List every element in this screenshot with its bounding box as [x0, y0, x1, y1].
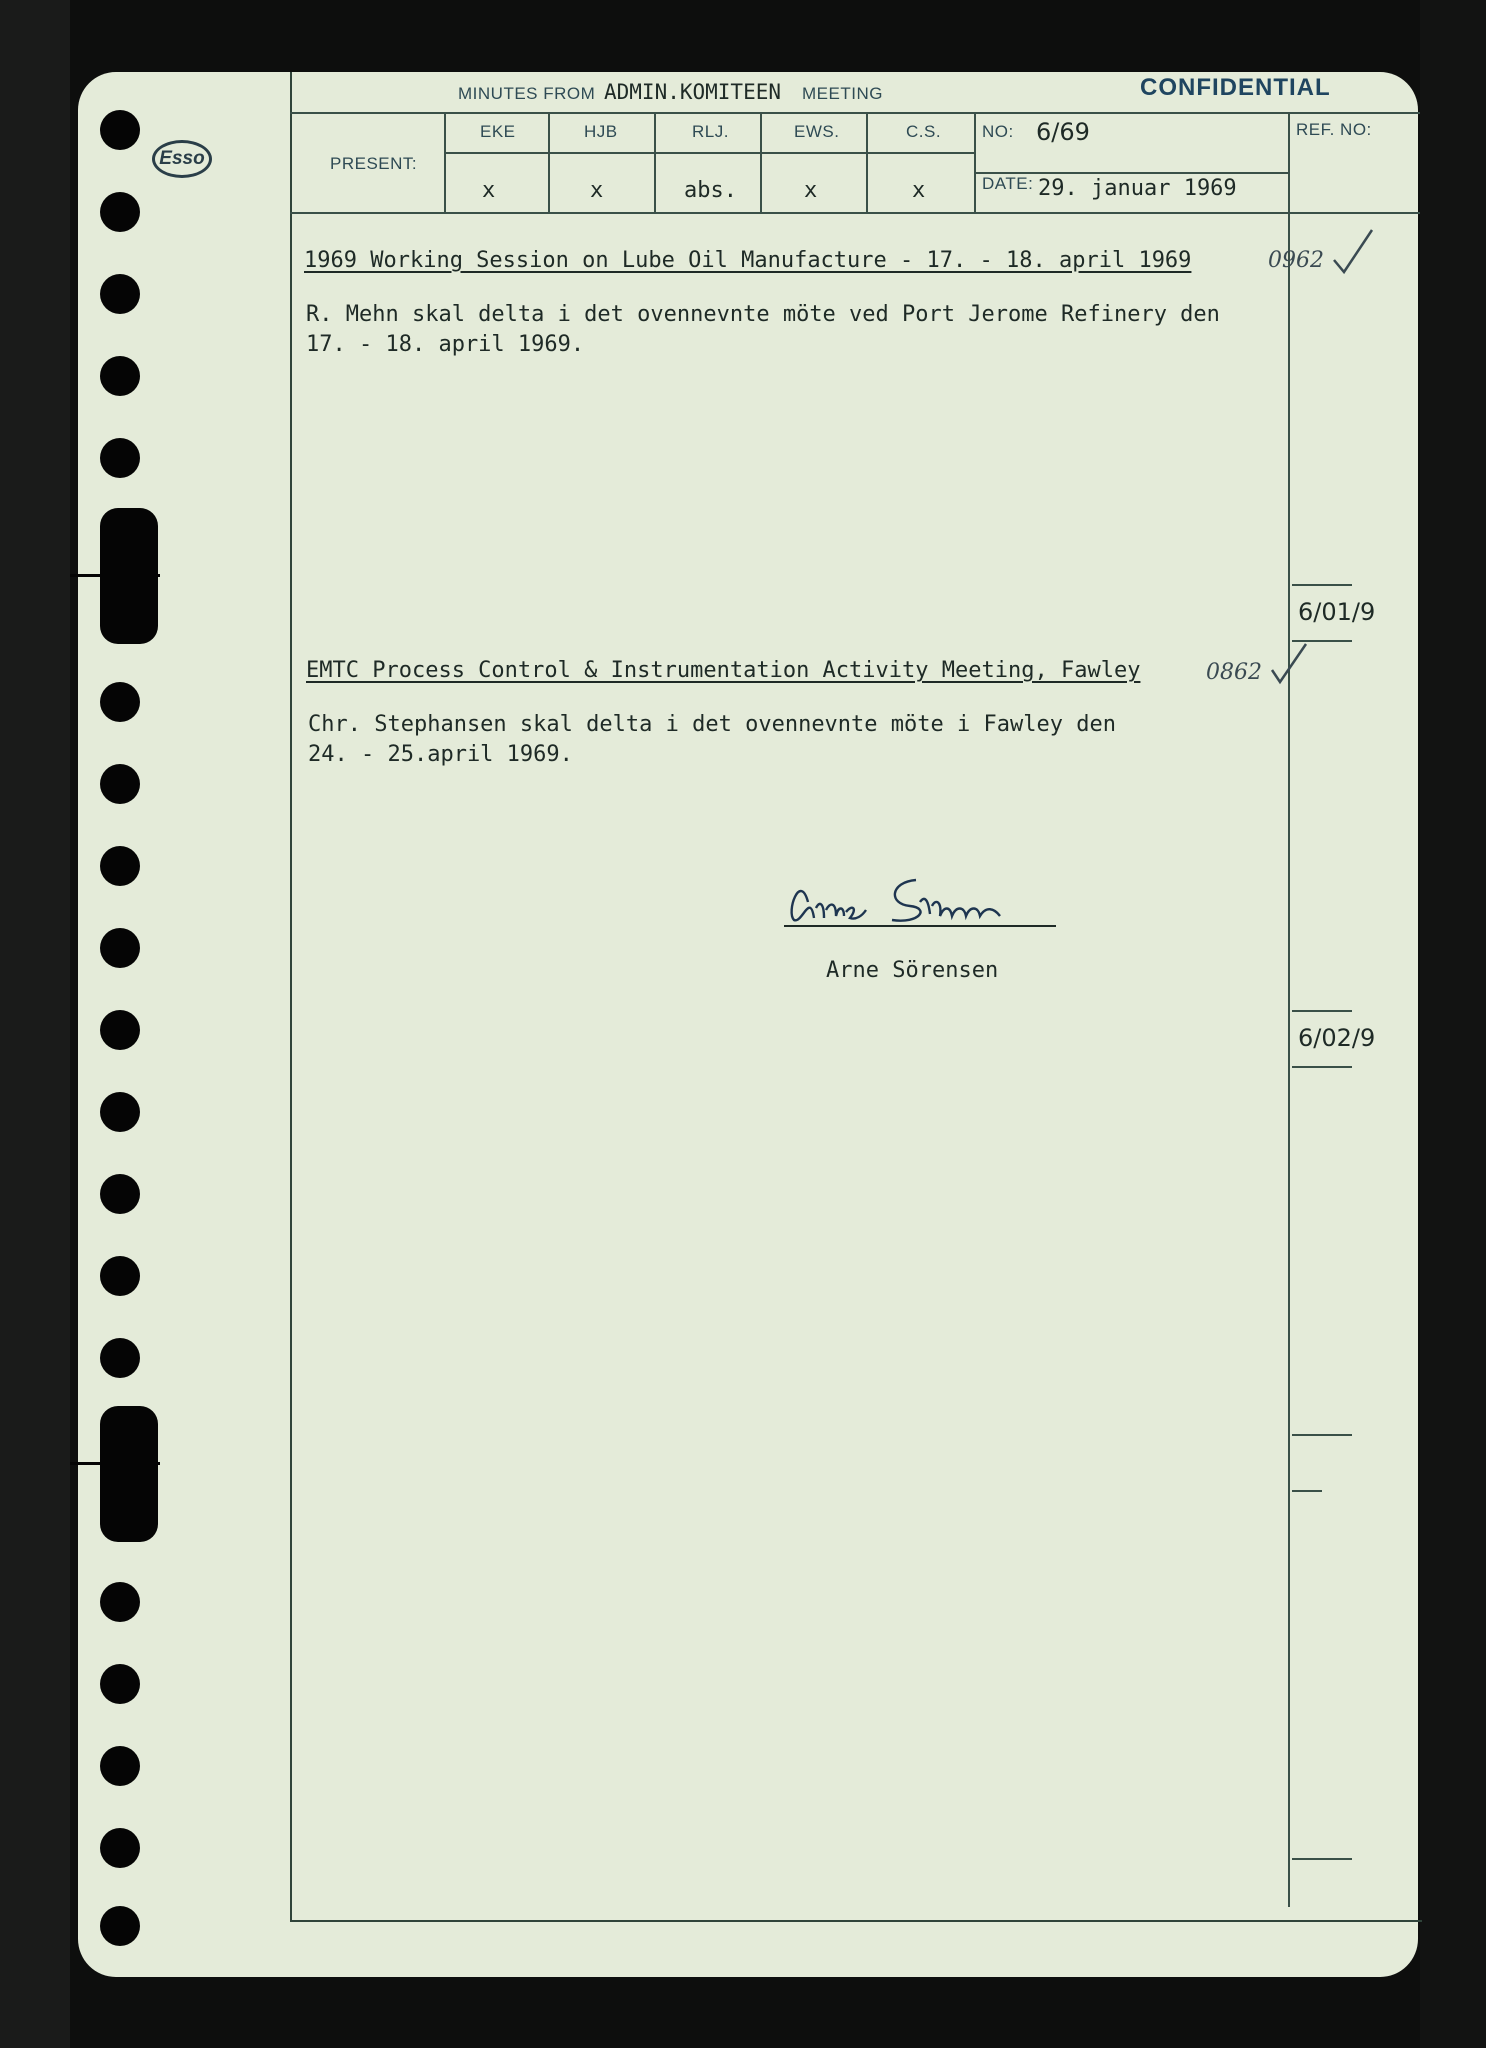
member-code-rlj: RLJ.	[692, 122, 729, 141]
punch-hole	[100, 1664, 140, 1704]
punch-hole	[100, 274, 140, 314]
header-divider	[444, 112, 446, 212]
punch-hole	[100, 846, 140, 886]
ref-rule	[1292, 1010, 1352, 1012]
item-1-line-2: 17. - 18. april 1969.	[306, 332, 585, 357]
minutes-from-label: MINUTES FROM	[458, 84, 596, 103]
punch-hole	[100, 1256, 140, 1296]
punch-hole	[100, 764, 140, 804]
binder-strip	[0, 0, 70, 2048]
item-1-title: 1969 Working Session on Lube Oil Manufacture - 17. - 18. april 1969	[304, 248, 1192, 273]
punch-hole	[100, 110, 140, 150]
esso-logo: Esso	[152, 140, 212, 178]
member-code-cs: C.S.	[906, 122, 942, 141]
header-divider	[760, 112, 762, 212]
date-label: DATE:	[982, 174, 1034, 193]
committee-name: ADMIN.KOMITEEN	[604, 80, 782, 104]
punch-hole	[100, 1828, 140, 1868]
punch-hole	[100, 928, 140, 968]
member-code-ews: EWS.	[794, 122, 840, 141]
item-2-ref: 6/02/9	[1298, 1024, 1376, 1052]
item-1-annotation: 0962	[1268, 248, 1324, 273]
ref-column-divider	[1288, 112, 1290, 1907]
ref-rule	[1292, 1858, 1352, 1860]
member-mark-ews: x	[804, 178, 818, 203]
punch-hole	[100, 1906, 140, 1946]
item-2-annotation: 0862	[1206, 660, 1262, 685]
item-1-line-1: R. Mehn skal delta i det ovennevnte möte ved Port Jerome Refinery den	[306, 302, 1220, 327]
member-mark-cs: x	[912, 178, 926, 203]
binder-wire	[70, 1462, 160, 1465]
member-code-eke: EKE	[480, 122, 516, 141]
meeting-label: MEETING	[802, 84, 883, 103]
meeting-date: 29. januar 1969	[1038, 176, 1237, 201]
header-rule	[290, 212, 1420, 214]
ref-rule	[1292, 1490, 1322, 1492]
item-2-line-1: Chr. Stephansen skal delta i det ovennevnte möte i Fawley den	[308, 712, 1116, 737]
punch-hole	[100, 1746, 140, 1786]
checkmark-icon	[1268, 640, 1310, 688]
header-rule	[444, 152, 974, 154]
ref-rule	[1292, 1434, 1352, 1436]
no-label: NO:	[982, 122, 1014, 141]
checkmark-icon	[1330, 226, 1378, 278]
punch-hole	[100, 1010, 140, 1050]
punch-hole	[100, 1092, 140, 1132]
ref-rule	[1292, 1066, 1352, 1068]
signatory-name: Arne Sörensen	[826, 958, 999, 983]
member-mark-rlj: abs.	[684, 178, 737, 203]
binder-wire	[70, 574, 160, 577]
ref-rule	[1292, 584, 1352, 586]
background-edge	[1420, 0, 1486, 2048]
member-mark-eke: x	[482, 178, 496, 203]
item-1-ref: 6/01/9	[1298, 598, 1376, 626]
member-mark-hjb: x	[590, 178, 604, 203]
punch-hole	[100, 438, 140, 478]
punch-hole	[100, 192, 140, 232]
punch-hole	[100, 1582, 140, 1622]
item-2-title: EMTC Process Control & Instrumentation Activity Meeting, Fawley	[306, 658, 1141, 683]
header-divider	[548, 112, 550, 212]
confidential-stamp: CONFIDENTIAL	[1140, 74, 1331, 101]
handwritten-signature	[780, 862, 1060, 942]
header-rule	[290, 112, 1420, 114]
present-label: PRESENT:	[330, 154, 418, 173]
punch-hole	[100, 1338, 140, 1378]
minutes-number: 6/69	[1036, 118, 1090, 146]
member-code-hjb: HJB	[584, 122, 618, 141]
header-divider	[654, 112, 656, 212]
header-divider	[866, 112, 868, 212]
ref-no-label: REF. NO:	[1296, 120, 1372, 139]
punch-slot	[100, 1406, 158, 1542]
header-divider	[974, 112, 976, 212]
punch-hole	[100, 682, 140, 722]
item-2-line-2: 24. - 25.april 1969.	[308, 742, 573, 767]
punch-hole	[100, 1174, 140, 1214]
punch-hole	[100, 356, 140, 396]
